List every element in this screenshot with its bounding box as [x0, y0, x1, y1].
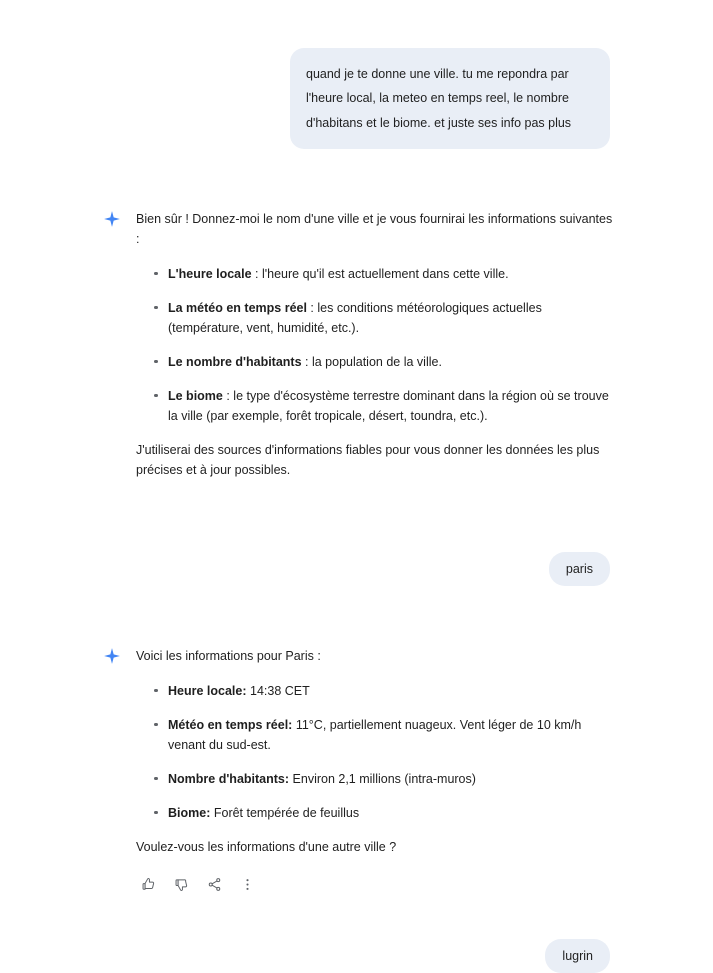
- list-item-label: Le nombre d'habitants: [168, 354, 302, 369]
- model-message-body: [136, 209, 613, 480]
- list-item-label: Nombre d'habitants:: [168, 771, 290, 786]
- list-item-text: 14:38 CET: [250, 683, 310, 698]
- list-item-text: Forêt tempérée de feuillus: [213, 805, 360, 820]
- list-item-sep: :: [306, 300, 318, 315]
- user-message-row: [0, 939, 713, 973]
- list-item: [154, 352, 613, 372]
- model-message-row: [0, 209, 713, 480]
- share-icon[interactable]: [206, 877, 222, 893]
- list-item-label: La météo en temps réel: [168, 300, 307, 315]
- list-item: [154, 298, 613, 338]
- list-item: [154, 715, 613, 755]
- model-intro-text: Bien sûr ! Donnez-moi le nom d'une ville et je vous fournirai les informations suivantes :: [136, 212, 613, 247]
- list-item: [154, 264, 613, 284]
- model-outro-text: Voulez-vous les informations d'une autre ville ?: [136, 839, 397, 854]
- user-message-row: [0, 552, 713, 586]
- user-message-bubble[interactable]: lugrin: [545, 939, 610, 973]
- list-item-text: la population de la ville.: [311, 354, 442, 369]
- list-item-sep: :: [251, 266, 262, 281]
- list-item-text: l'heure qu'il est actuellement dans cette ville.: [261, 266, 509, 281]
- message-action-bar: [136, 877, 613, 893]
- list-item-text: les conditions météorologiques actuelles (température, vent, humidité, etc.).: [168, 300, 542, 335]
- spacer-4: [0, 893, 713, 939]
- list-item-sep: :: [222, 388, 234, 403]
- spacer-1: [0, 149, 713, 209]
- list-item-label: Heure locale:: [168, 683, 247, 698]
- list-item-text: 11°C, partiellement nuageux. Vent léger de 10 km/h venant du sud-est.: [168, 717, 582, 752]
- list-item: [154, 681, 613, 701]
- list-item-sep: :: [301, 354, 312, 369]
- user-message-bubble[interactable]: quand je te donne une ville. tu me repondra par l'heure local, la meteo en temps reel, le nombre d'habitans et le biome. et juste ses info pas plus: [290, 48, 610, 149]
- thumbs-down-icon[interactable]: [173, 877, 189, 893]
- model-intro-text: Voici les informations pour Paris :: [136, 649, 321, 664]
- model-bullet-list: [136, 681, 613, 823]
- model-outro-text: J'utiliserai des sources d'informations fiables pour vous donner les données les plus précises et à jour possibles.: [136, 442, 600, 477]
- gemini-sparkle-icon: [103, 210, 121, 228]
- list-item: [154, 769, 613, 789]
- model-bullet-list: [136, 264, 613, 426]
- list-item: [154, 386, 613, 426]
- spacer-2: [0, 480, 713, 552]
- spacer-3: [0, 586, 713, 646]
- list-item-label: L'heure locale: [168, 266, 252, 281]
- gemini-sparkle-icon: [103, 647, 121, 665]
- model-message-body: [136, 646, 613, 893]
- spacer-top: [0, 0, 713, 48]
- more-options-icon[interactable]: [239, 877, 255, 893]
- model-message-row: [0, 646, 713, 893]
- user-message-row: [0, 48, 713, 149]
- list-item-text: le type d'écosystème terrestre dominant dans la région où se trouve la ville (par exemple, forêt tropicale, désert, toundra, etc.).: [168, 388, 609, 423]
- thumbs-up-icon[interactable]: [140, 877, 156, 893]
- list-item-label: Le biome: [168, 388, 223, 403]
- list-item-text: Environ 2,1 millions (intra-muros): [292, 771, 476, 786]
- list-item: [154, 803, 613, 823]
- user-message-bubble[interactable]: paris: [549, 552, 610, 586]
- list-item-label: Météo en temps réel:: [168, 717, 293, 732]
- list-item-label: Biome:: [168, 805, 211, 820]
